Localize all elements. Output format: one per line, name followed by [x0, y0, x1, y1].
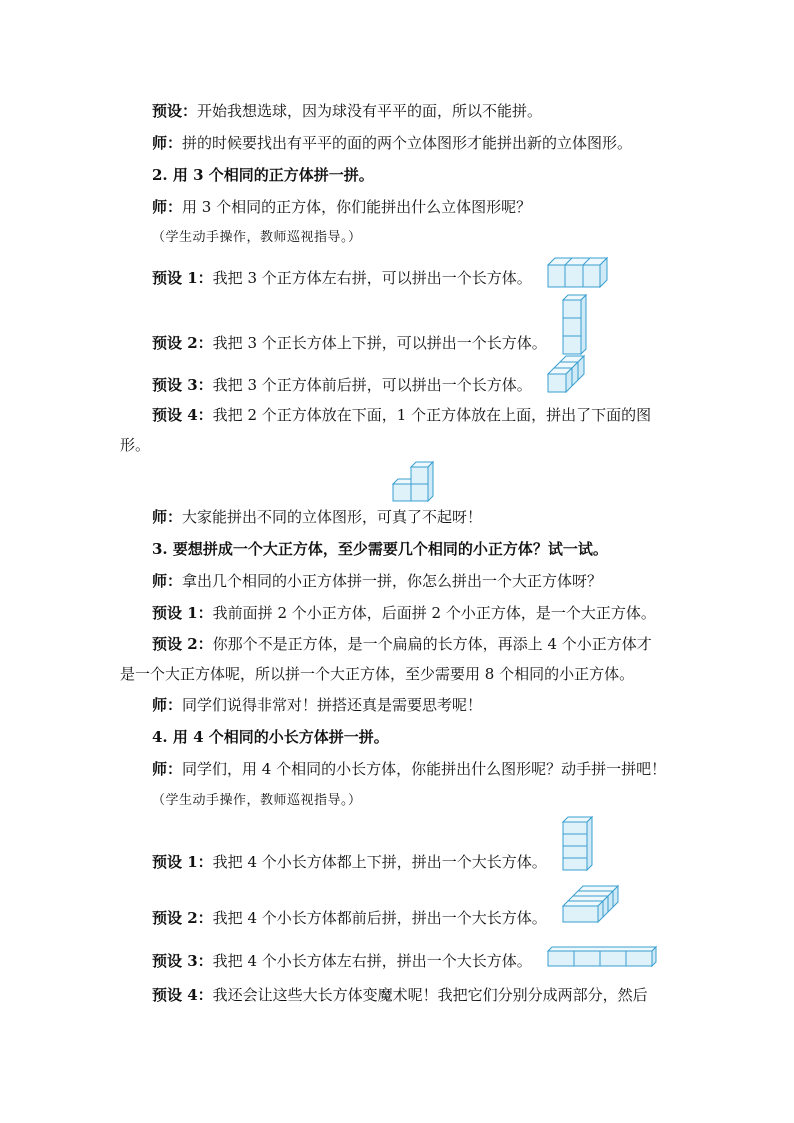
- line-text: 我把 3 个正方体左右拼，可以拼出一个长方体。: [212, 269, 532, 287]
- speaker-label: 预设：: [152, 102, 198, 120]
- text-line: [152, 852, 547, 872]
- text-line: [152, 133, 632, 153]
- speaker-label: 预设 1：: [152, 853, 213, 871]
- line-text: 是一个大正方体呢，所以拼一个大正方体，至少需要用 8 个相同的小正方体。: [120, 665, 635, 683]
- line-text: 形。: [120, 436, 151, 454]
- text-line: [152, 333, 547, 353]
- line-text: 我把 3 个正方体前后拼，可以拼出一个长方体。: [212, 376, 532, 394]
- text-line: [120, 435, 150, 455]
- speaker-label: 预设 1：: [152, 604, 213, 622]
- text-line: [152, 908, 547, 928]
- speaker-label: 预设 2：: [152, 635, 213, 653]
- line-text: 同学们，用 4 个相同的小长方体，你能拼出什么图形呢？动手拼一拼吧！: [182, 760, 667, 778]
- line-text: 我把 2 个正方体放在下面，1 个正方体放在上面，拼出了下面的图: [212, 406, 652, 424]
- text-line: [152, 571, 602, 591]
- line-text: 拼的时候要找出有平平的面的两个立体图形才能拼出新的立体图形。: [182, 134, 633, 152]
- text-line: [152, 375, 532, 395]
- speaker-label: 预设 1：: [152, 269, 213, 287]
- speaker-label: 预设 2：: [152, 909, 213, 927]
- section-heading: 2. 用 3 个相同的正方体拼一拼。: [152, 166, 374, 184]
- speaker-label: 预设 4：: [152, 406, 213, 424]
- speaker-label: 师：: [152, 198, 183, 216]
- text-line: [152, 507, 482, 527]
- line-text: 我把 3 个正长方体上下拼，可以拼出一个长方体。: [212, 334, 547, 352]
- text-line: [152, 759, 666, 779]
- text-line: [152, 101, 542, 121]
- text-line: [152, 985, 648, 1005]
- line-text: 同学们说得非常对！拼搭还真是需要思考呢！: [182, 696, 483, 714]
- section-heading: 3. 要想拼成一个大正方体，至少需要几个相同的小正方体？试一试。: [152, 540, 608, 558]
- cuboids-front-back-figure: [563, 886, 619, 924]
- speaker-label: 预设 3：: [152, 952, 213, 970]
- text-line: [120, 664, 634, 684]
- speaker-label: 预设 3：: [152, 376, 213, 394]
- speaker-label: 师：: [152, 134, 183, 152]
- line-text: 我把 4 个小长方体都上下拼，拼出一个大长方体。: [212, 853, 547, 871]
- line-text: 我把 4 个小长方体左右拼，拼出一个大长方体。: [212, 952, 532, 970]
- line-text: 拿出几个相同的小正方体拼一拼，你怎么拼出一个大正方体呀？: [182, 572, 603, 590]
- line-text: 我还会让这些大长方体变魔术呢！我把它们分别分成两部分，然后: [212, 986, 648, 1004]
- line-text: 我前面拼 2 个小正方体，后面拼 2 个小正方体，是一个大正方体。: [212, 604, 656, 622]
- text-line: [152, 268, 532, 288]
- text-line: [152, 695, 482, 715]
- speaker-label: 师：: [152, 760, 183, 778]
- line-text: 大家能拼出不同的立体图形，可真了不起呀！: [182, 508, 483, 526]
- speaker-label: 师：: [152, 508, 183, 526]
- cubes-front-back-figure: [548, 356, 586, 394]
- cuboids-up-down-figure: [563, 817, 593, 871]
- speaker-label: 师：: [152, 572, 183, 590]
- text-line: [152, 603, 656, 623]
- cubes-l-shape-figure: [393, 462, 435, 502]
- section-heading: 4. 用 4 个相同的小长方体拼一拼。: [152, 728, 389, 746]
- text-line: [152, 197, 531, 217]
- speaker-label: 预设 4：: [152, 986, 213, 1004]
- cubes-left-right-figure: [548, 258, 608, 288]
- speaker-label: 预设 2：: [152, 334, 213, 352]
- speaker-label: 师：: [152, 696, 183, 714]
- line-text: 用 3 个相同的正方体，你们能拼出什么立体图形呢？: [182, 198, 532, 216]
- text-line: [152, 951, 532, 971]
- line-text: 我把 4 个小长方体都前后拼，拼出一个大长方体。: [212, 909, 547, 927]
- line-text: 你那个不是正方体，是一个扁扁的长方体，再添上 4 个小正方体才: [212, 635, 652, 653]
- stage-note: （学生动手操作，教师巡视指导。）: [152, 793, 362, 808]
- cubes-up-down-figure: [563, 295, 587, 355]
- line-text: 开始我想选球，因为球没有平平的面，所以不能拼。: [197, 102, 543, 120]
- text-line: [152, 634, 652, 654]
- stage-note: （学生动手操作，教师巡视指导。）: [152, 230, 362, 245]
- cuboids-left-right-figure: [548, 947, 658, 967]
- text-line: [152, 405, 651, 425]
